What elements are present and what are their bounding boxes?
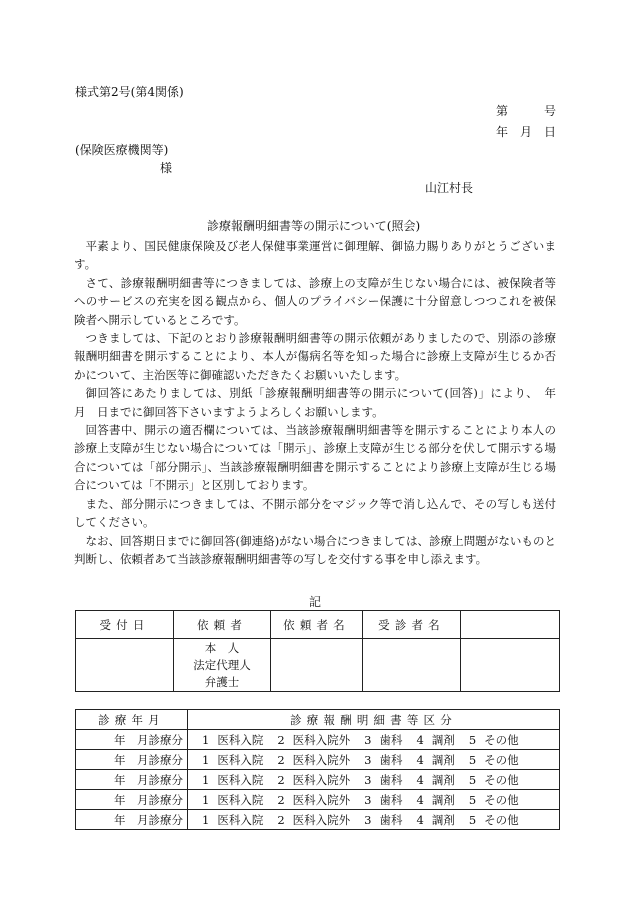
category-number: 3 [364,792,372,807]
request-table-row [76,639,560,692]
category-label: 医科入院外 [292,792,351,807]
header-requester-name: 依頼者名 [271,611,363,639]
cell-patient-name [363,639,461,692]
category-label: 歯科 [379,812,403,827]
treatment-month-cell: 年 月診療分 [76,730,188,750]
treatment-month-cell: 年 月診療分 [76,750,188,770]
paragraph-background: さて、診療報酬明細書等につきましては、診療上の支障が生じない場合には、被保険者等へのサービスの充実を図る観点から、個人のプライバシー保護に十分留意しつつこれを被保険者へ開示しているところです。 [74,275,556,327]
recipient-suffix: 様 [160,161,173,175]
category-number: 1 [202,772,210,787]
cell-requester-name [271,639,363,692]
request-table-header [76,611,560,639]
treatment-month-cell: 年 月診療分 [76,790,188,810]
category-number: 3 [364,772,372,787]
category-options-cell [188,750,560,770]
cell-received-date [76,639,174,692]
category-label: その他 [484,752,519,767]
requester-self: 本 人 [204,640,240,655]
requester-lawyer: 弁護士 [204,674,240,689]
claims-table [75,709,560,830]
category-number: 2 [277,792,285,807]
category-number: 2 [277,732,285,747]
category-label: 医科入院外 [292,772,351,787]
category-label: 医科入院 [217,772,264,787]
category-number: 4 [416,792,424,807]
category-label: 歯科 [379,792,403,807]
claims-table-header [76,710,560,730]
claims-table-body [76,730,560,830]
category-number: 5 [468,732,477,747]
category-options-cell [188,730,560,750]
category-options-cell [188,790,560,810]
category-label: その他 [484,812,519,827]
category-number: 3 [364,812,372,827]
category-label: 医科入院 [217,792,264,807]
header-blank [461,611,560,639]
category-label: 医科入院 [217,732,264,747]
claims-table-row [76,730,560,750]
category-label: 医科入院 [217,812,264,827]
category-label: 調剤 [431,772,455,787]
category-label: その他 [484,732,519,747]
header-requester: 依頼者 [174,611,271,639]
category-number: 3 [364,732,372,747]
paragraph-request: つきましては、下記のとおり診療報酬明細書等の開示依頼がありましたので、別添の診療報酬明細書を開示することにより、本人が傷病名等を知った場合に診療上支障が生じるか否かについて、主治医等に御確認いただきたくお願いいたします。 [74,331,556,382]
request-table [75,610,560,692]
paragraph-no-reply: なお、回答期日までに御回答(御連絡)がない場合につきましては、診療上問題がないものと判断し、依頼者あて当該診療報酬明細書等の写しを交付する事を申し添えます。 [74,533,556,566]
category-label: 調剤 [431,752,455,767]
category-label: 調剤 [431,792,455,807]
category-number: 2 [277,772,285,787]
claims-table-row [76,750,560,770]
claims-table-row [76,810,560,830]
cell-blank [461,639,560,692]
category-number: 1 [202,752,210,767]
paragraph-deadline: 御回答にあたりましては、別紙「診療報酬明細書等の開示について(回答)」により、 年 月 日までに御回答下さいますようよろしくお願いします。 [74,386,568,419]
category-number: 4 [416,752,424,767]
paragraph-partial-disclosure: また、部分開示につきましては、不開示部分をマジック等で消し込んで、その写しも送付してください。 [74,496,556,530]
header-statement-category: 診療報酬明細書等区分 [188,710,560,730]
category-label: 歯科 [379,732,403,747]
category-label: 医科入院外 [292,732,351,747]
category-label: その他 [484,792,519,807]
category-label: 歯科 [379,752,403,767]
category-number: 3 [364,752,372,767]
category-label: 調剤 [431,732,455,747]
requester-legal-agent: 法定代理人 [193,657,251,672]
category-number: 4 [416,772,424,787]
category-number: 5 [468,812,477,827]
recipient-organization: (保険医療機関等) [75,143,169,157]
category-number: 2 [277,752,285,767]
category-number: 4 [416,732,424,747]
category-options-cell [188,810,560,830]
category-label: 医科入院外 [292,812,351,827]
claims-table-row [76,770,560,790]
treatment-month-cell: 年 月診療分 [76,770,188,790]
category-number: 1 [202,792,210,807]
cell-requester-types [174,639,271,692]
category-number: 1 [202,732,210,747]
category-number: 5 [468,752,477,767]
header-received-date: 受付日 [76,611,174,639]
category-number: 4 [416,812,424,827]
category-number: 5 [468,792,477,807]
category-number: 2 [277,812,285,827]
claims-table-row [76,790,560,810]
category-number: 1 [202,812,210,827]
category-options-cell [188,770,560,790]
document-title: 診療報酬明細書等の開示について(照会) [207,219,421,233]
category-label: 医科入院外 [292,752,351,767]
document-date-label: 年 月 日 [496,125,557,139]
body-text [74,237,568,568]
treatment-month-cell: 年 月診療分 [76,810,188,830]
header-patient-name: 受診者名 [363,611,461,639]
category-number: 5 [468,772,477,787]
sender-name: 山江村長 [425,181,474,195]
header-treatment-month: 診療年月 [76,710,188,730]
category-label: 調剤 [431,812,455,827]
category-label: その他 [484,772,519,787]
form-number: 様式第2号(第4関係) [75,85,184,99]
paragraph-answer-types: 回答書中、開示の適否欄については、当該診療報酬明細書等を開示することにより本人の診療上支障が生じない場合については「開示」、診療上支障が生じる部分を伏して開示する場合については「部分開示」、当該診療報酬明細書を開示することにより診療上支障が生じる場合については「不開示」と区別しております。 [74,423,556,493]
category-label: 歯科 [379,772,403,787]
ki-heading: 記 [309,595,322,609]
paragraph-greeting: 平素より、国民健康保険及び老人保健事業運営に御理解、御協力賜りありがとうございます。 [74,239,556,272]
category-label: 医科入院 [217,752,264,767]
document-number-label: 第 号 [496,104,557,118]
